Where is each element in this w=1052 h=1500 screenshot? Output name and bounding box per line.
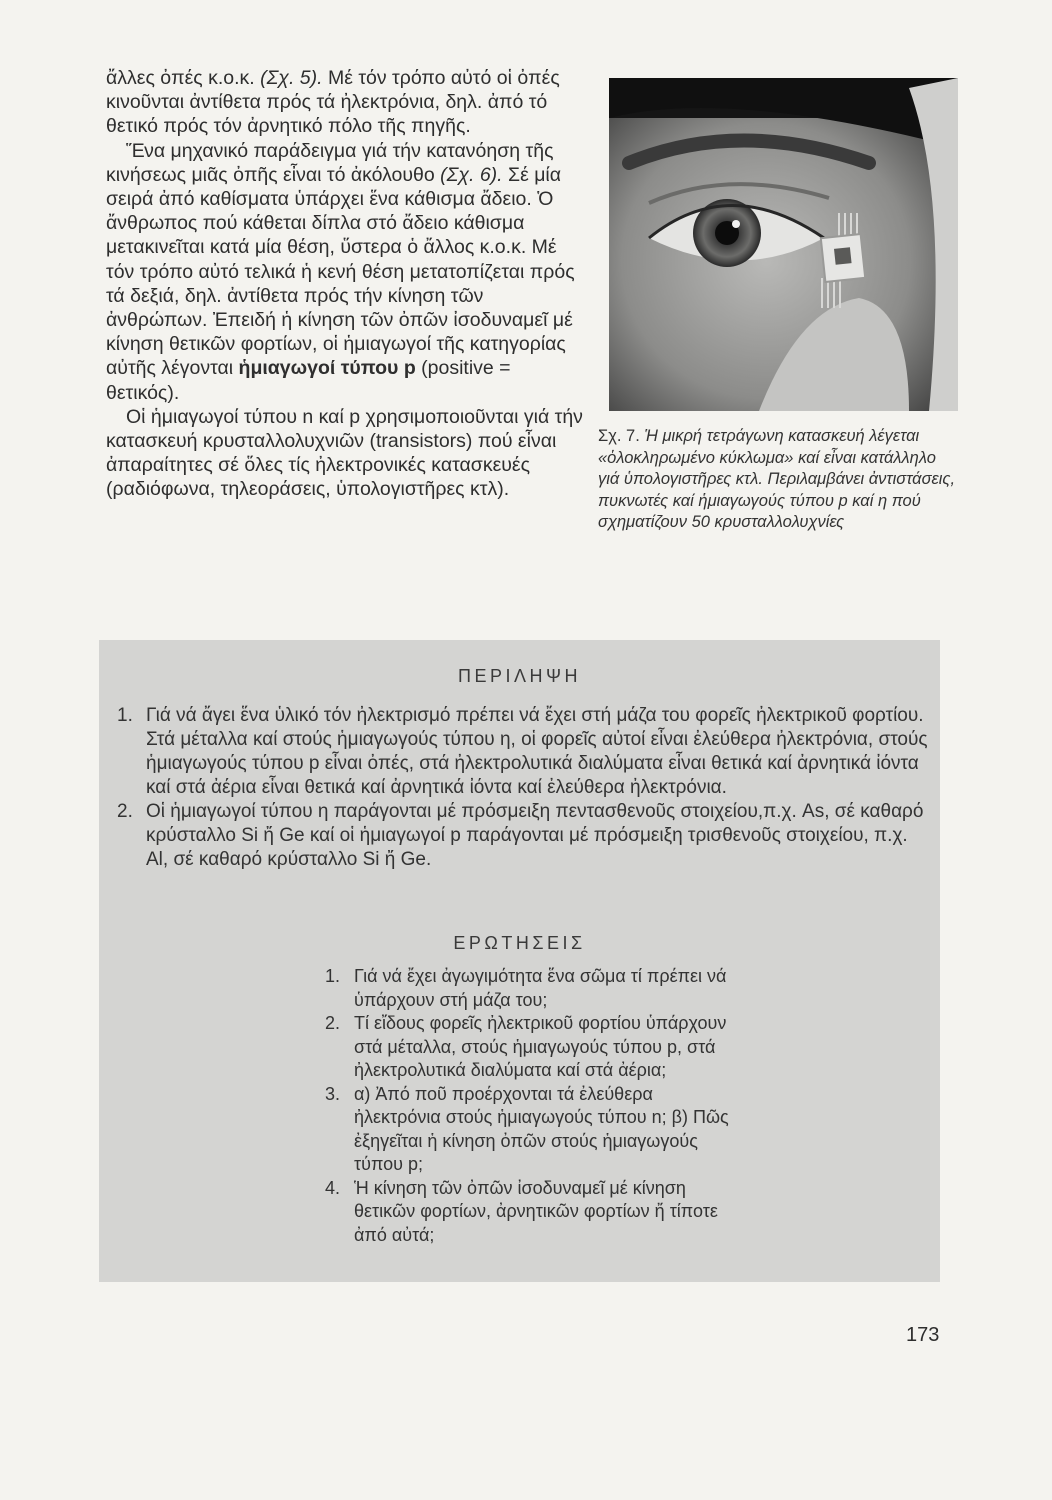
figure-ref-6: (Σχ. 6).: [440, 163, 503, 186]
summary-title: ΠΕΡΙΛΗΨΗ: [457, 666, 582, 686]
question-item: 3. α) Ἀπό ποῦ προέρχονται τά ἐλεύθερα ἠλεκτρόνια στούς ἡμιαγωγούς τύπου n; β) Πῶς ἐξηγεῖται ἡ κίνηση ὀπῶν στούς ἡμιαγωγούς τύπου p;: [325, 1083, 729, 1174]
summary-list: [117, 704, 932, 872]
paragraph-3: Οἱ ἡμιαγωγοί τύπου n καί p χρησιμοποιοῦνται γιά τήν κατασκευή κρυσταλλολυχνιῶν (transistors) πού εἶναι ἀπαραίτητες σέ ὅλες τίς ἠλεκτρονικές κατασκευές (ραδιόφωνα, τηλεοράσεις, ὑπολογιστῆρες κτλ).: [106, 405, 583, 501]
figure-7-photo: [609, 78, 958, 411]
eye-chip-photo-icon: [609, 78, 958, 411]
caption-label: Σχ. 7.: [598, 427, 640, 445]
questions-list: [325, 965, 735, 1247]
bold-term: ἡμιαγωγοί τύπου p: [238, 357, 416, 380]
caption-text: Ἡ μικρή τετράγωνη κατασκευή λέγεται «ὁλοκληρωμένο κύκλωμα» καί εἶναι κατάλληλο γιά ὑπολογιστῆρες κτλ. Περιλαμβάνει ἀντιστάσεις, πυκνωτές καί ἡμιαγωγούς τύπου p καί η πού σχηματίζουν 50 κρυσταλλολυχνίες: [598, 427, 956, 532]
question-item: 1. Γιά νά ἔχει ἀγωγιμότητα ἕνα σῶμα τί πρέπει νά ὑπάρχουν στή μάζα του;: [325, 966, 727, 1010]
summary-item: 1. Γιά νά ἄγει ἕνα ὑλικό τόν ἠλεκτρισμό πρέπει νά ἔχει στή μάζα του φορεῖς ἠλεκτρικοῦ φορτίου. Στά μέταλλα καί στούς ἡμιαγωγούς τύπου η, οἱ φορεῖς αὐτοί εἶναι ἐλεύθερα ἠλεκτρόνια, στούς ἡμιαγωγούς τύπου p εἶναι ὀπές, στά ἠλεκτρολυτικά διαλύματα εἶναι θετικά καί ἀρνητικά ἰόντα καί στά ἀέρια εἶναι θετικά καί ἀρνητικά ἰόντα καί ἐλεύθερα ἠλεκτρόνια.: [117, 705, 928, 798]
figure-ref-5: (Σχ. 5).: [260, 67, 323, 89]
question-item: 2. Τί εἴδους φορεῖς ἠλεκτρικοῦ φορτίου ὑπάρχουν στά μέταλλα, στούς ἡμιαγωγούς τύπου p, στά ἠλεκτρολυτικά διαλύματα καί στά ἀέρια;: [325, 1013, 727, 1080]
body-text-column: [106, 66, 586, 502]
paragraph-2: Ἕνα μηχανικό παράδειγμα γιά τήν κατανόηση τῆς κινήσεως μιᾶς ὀπῆς εἶναι τό ἀκόλουθο (Σχ. 6). Σέ μία σειρά ἀπό καθίσματα ὑπάρχει ἕνα κάθισμα ἄδειο. Ὁ ἄνθρωπος πού κάθεται δίπλα στό ἄδειο κάθισμα μετακινεῖται κατά μία θέση, ὕστερα ὁ ἄλλος κ.ο.κ. Μέ τόν τρόπο αὐτό τελικά ἡ κενή θέση μετατοπίζεται πρός τά δεξιά, δηλ. ἀντίθετα πρός τήν κίνηση τῶν ἀνθρώπων. Ἐπειδή ἡ κίνηση τῶν ὀπῶν ἰσοδυναμεῖ μέ κίνηση θετικῶν φορτίων, οἱ ἡμιαγωγοί τῆς κατηγορίας αὐτῆς λέγονται ἡμιαγωγοί τύπου p (positive = θετικός).: [106, 139, 575, 404]
summary-item: 2. Οἱ ἡμιαγωγοί τύπου η παράγονται μέ πρόσμειξη πεντασθενοῦς στοιχείου,π.χ. As, σέ καθαρό κρύσταλλο Si ἤ Ge καί οἱ ἡμιαγωγοί p παράγονται μέ πρόσμειξη τρισθενοῦς στοιχείου, π.χ. Al, σέ καθαρό κρύσταλλο Si ἤ Ge.: [117, 801, 924, 870]
figure-7-caption: [598, 426, 960, 534]
page-number: 173: [906, 1324, 940, 1346]
paragraph-1: ἄλλες ὀπές κ.ο.κ. (Σχ. 5). Μέ τόν τρόπο αὐτό οἱ ὀπές κινοῦνται ἀντίθετα πρός τά ἠλεκτρόνια, δηλ. ἀπό τό θετικό πρός τόν ἀρνητικό πόλο τῆς πηγῆς.: [106, 67, 560, 138]
question-item: 4. Ἡ κίνηση τῶν ὀπῶν ἰσοδυναμεῖ μέ κίνηση θετικῶν φορτίων, ἀρνητικῶν φορτίων ἤ τίποτε ἀπό αὐτά;: [325, 1177, 718, 1245]
summary-box: [99, 640, 940, 1282]
questions-title: ΕΡΩΤΗΣΕΙΣ: [453, 933, 586, 953]
